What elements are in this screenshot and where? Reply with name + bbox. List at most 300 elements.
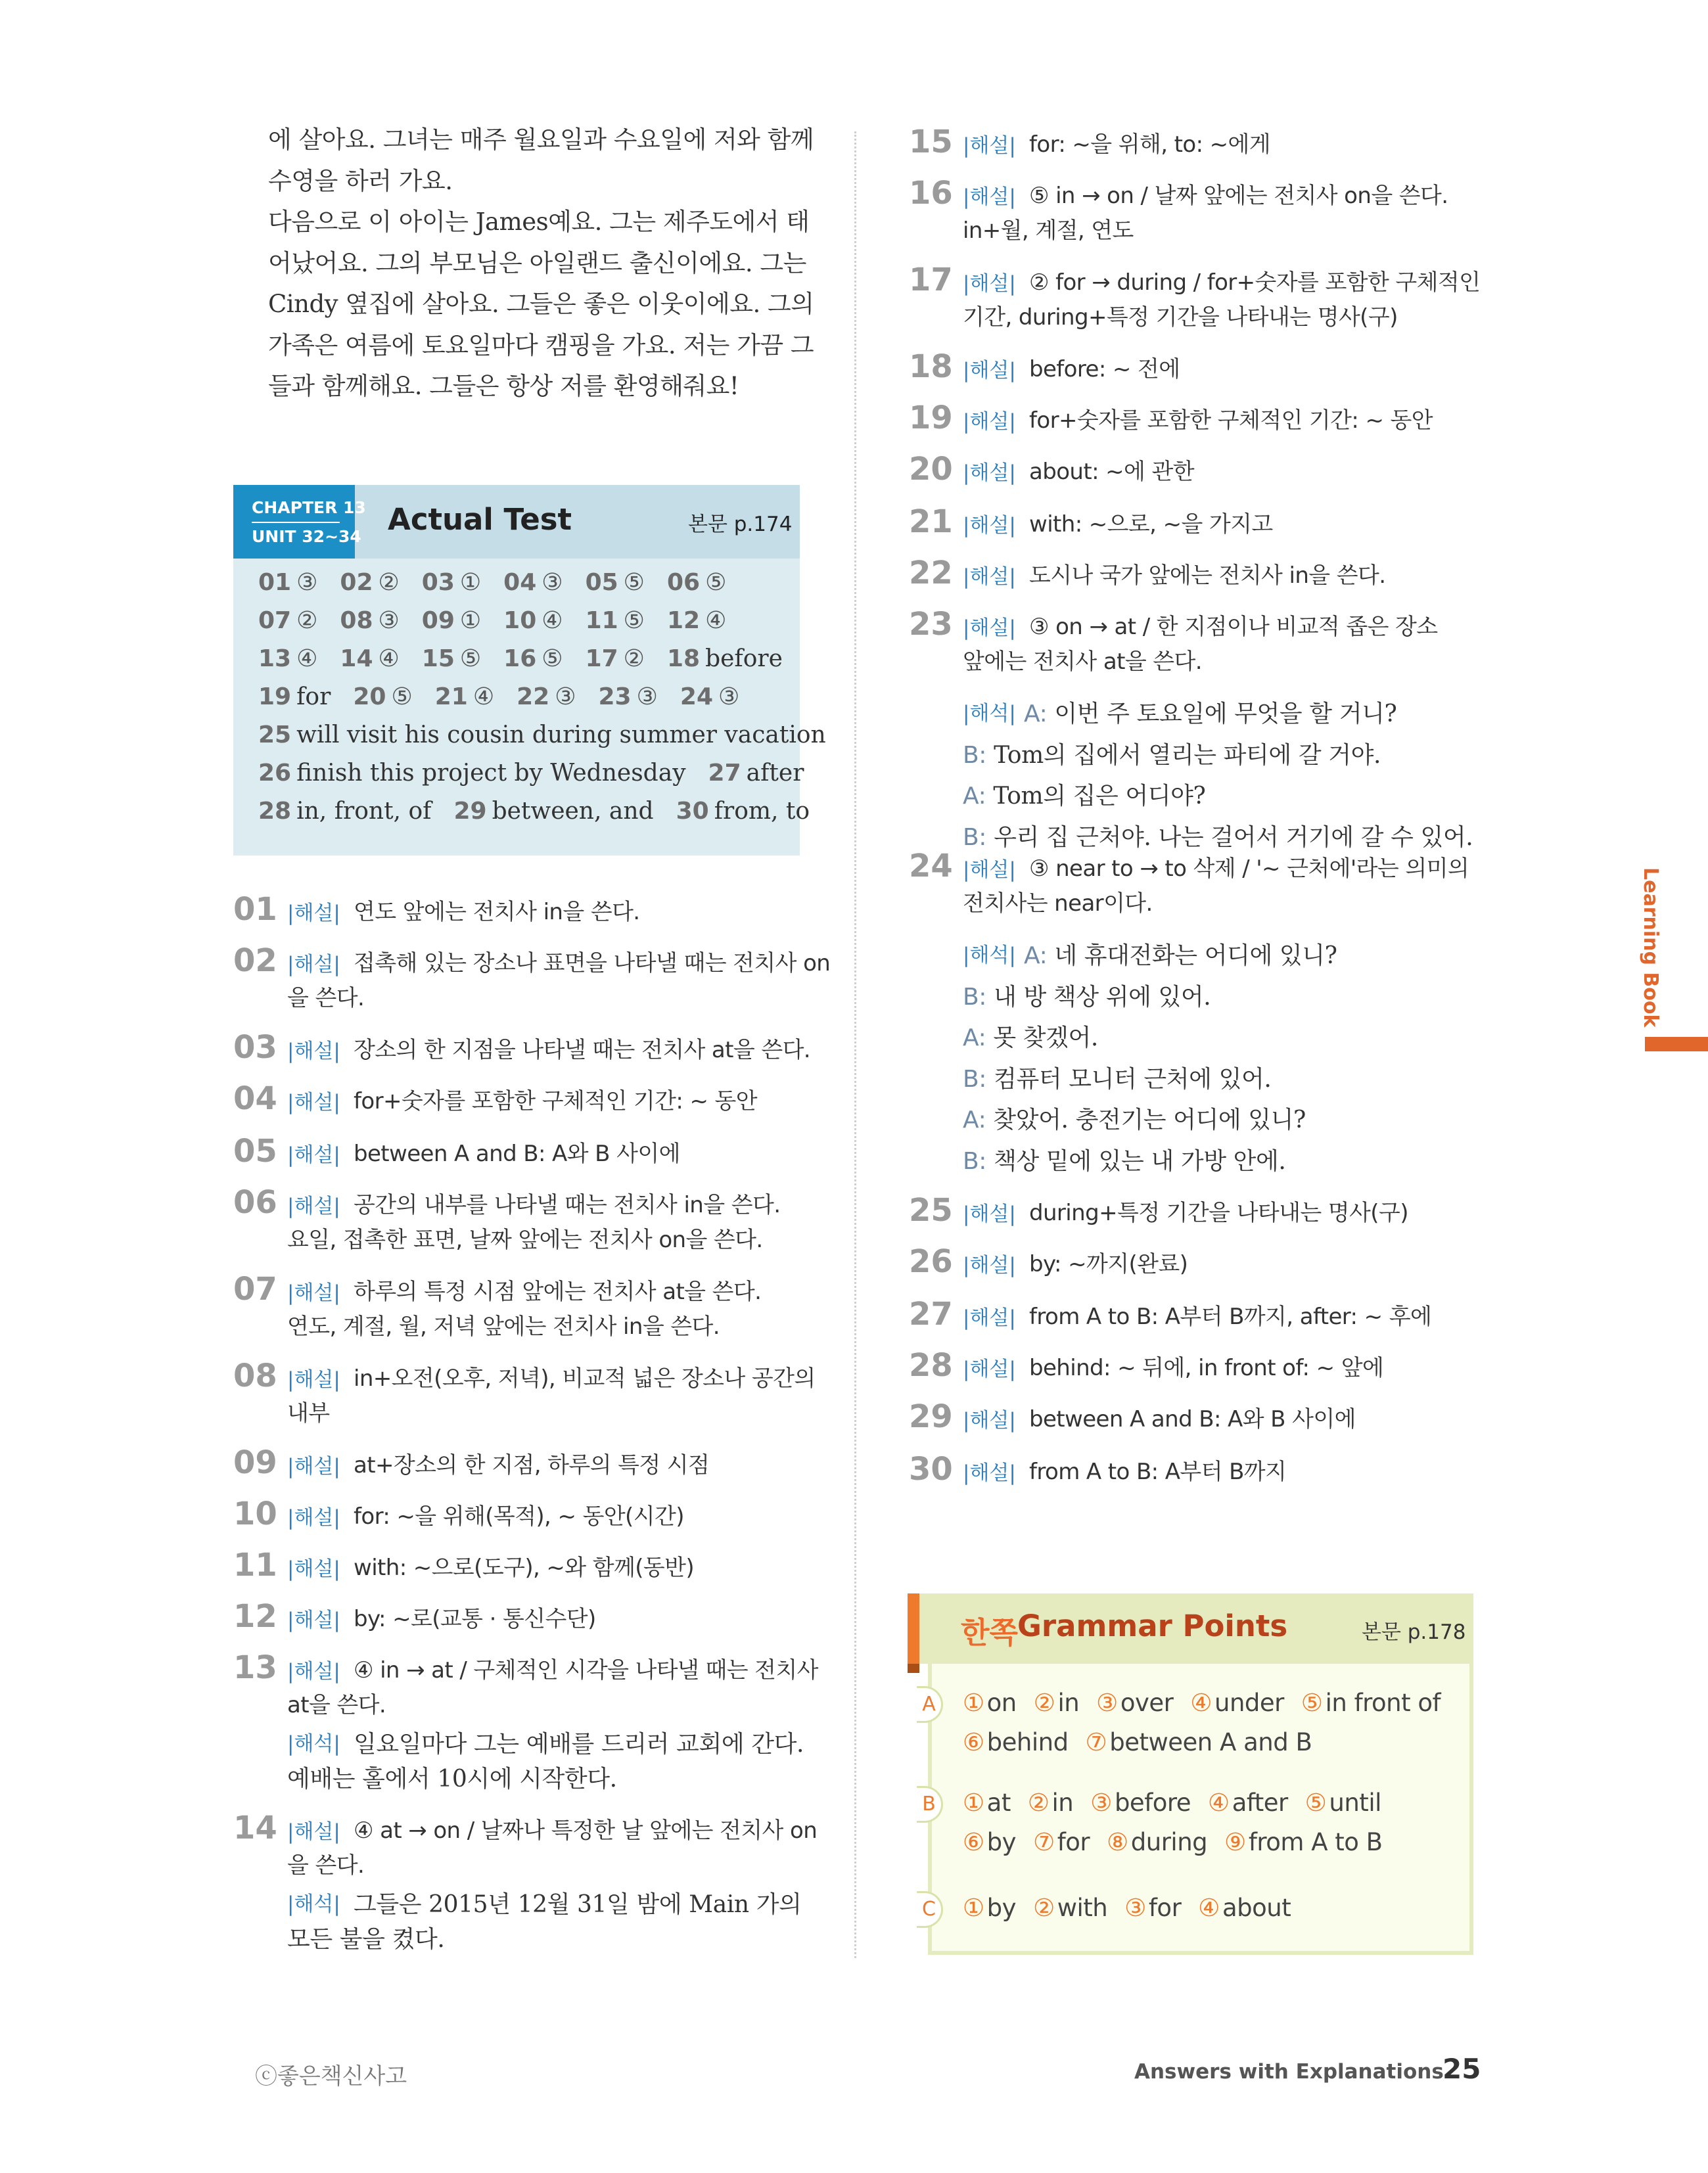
- dialogue-text: 못 찾겠어.: [993, 1024, 1098, 1051]
- answer-value: ①: [459, 569, 482, 596]
- answer-item: [586, 607, 645, 634]
- explanation-line: ③ on → at / 한 지점이나 비교적 좁은 장소: [1029, 614, 1438, 640]
- dialogue-line: [1024, 695, 1396, 729]
- explanation-number: 29: [909, 1398, 953, 1435]
- explanation-line: at을 쓴다.: [287, 1692, 386, 1718]
- grammar-item-text: in front of: [1325, 1689, 1441, 1717]
- dialogue-line: [963, 737, 1381, 770]
- grammar-item: [1305, 1789, 1381, 1817]
- dialogue-speaker: B:: [963, 741, 987, 769]
- dialogue-line: [963, 978, 1211, 1012]
- grammar-item: [1096, 1689, 1173, 1717]
- explanation-number: 07: [233, 1271, 277, 1308]
- explanation-line: during+특정 기간을 나타내는 명사(구): [1029, 1200, 1408, 1226]
- explanation-tag: |해설|: [963, 1306, 1016, 1330]
- side-tab-label: Learning Book: [1639, 867, 1662, 1028]
- answer-number: 07: [258, 607, 292, 634]
- explanation-tag: |해설|: [963, 134, 1016, 158]
- explanation-number: 22: [909, 555, 953, 591]
- explanation-number: 26: [909, 1243, 953, 1280]
- explanation-tag: |해설|: [287, 1506, 340, 1530]
- answer-item: [453, 798, 653, 825]
- translation-tag: |해석|: [963, 944, 1016, 967]
- dialogue-line: [963, 777, 1205, 811]
- grammar-item-text: during: [1130, 1828, 1208, 1856]
- grammar-row: [963, 1828, 1400, 1856]
- answer-item: [517, 683, 576, 710]
- intro-line: 수영을 하러 가요.: [268, 166, 453, 195]
- answer-item: [667, 645, 783, 672]
- explanation-number: 27: [909, 1296, 953, 1333]
- answer-value: in, front, of: [296, 798, 432, 825]
- dialogue-text: 내 방 책상 위에 있어.: [994, 983, 1211, 1011]
- grammar-item: [1086, 1728, 1312, 1756]
- grammar-item: [1034, 1689, 1079, 1717]
- answer-value: ①: [459, 607, 482, 634]
- answer-item: [340, 569, 399, 596]
- answer-item: [258, 607, 317, 634]
- explanation-line: for: ~을 위해(목적), ~ 동안(시간): [354, 1503, 684, 1530]
- grammar-item-number: ②: [1033, 1894, 1055, 1922]
- explanation-number: 16: [909, 175, 953, 212]
- explanation-line: for+숫자를 포함한 구체적인 기간: ~ 동안: [1029, 407, 1433, 434]
- explanation-line: with: ~으로, ~을 가지고: [1029, 511, 1273, 538]
- grammar-row: [963, 1894, 1308, 1922]
- answer-value: ④: [542, 607, 563, 634]
- grammar-item-text: about: [1222, 1894, 1291, 1922]
- explanation-line: 전치사는 near이다.: [963, 890, 1153, 917]
- answer-item: [503, 607, 563, 634]
- grammar-item-number: ⑤: [1304, 1789, 1327, 1817]
- dialogue-text: 네 휴대전화는 어디에 있니?: [1054, 942, 1337, 969]
- answer-number: 04: [503, 569, 537, 596]
- answer-item: [258, 721, 826, 748]
- grammar-item-text: behind: [986, 1728, 1069, 1756]
- answer-item: [422, 645, 481, 672]
- explanation-number: 09: [233, 1444, 277, 1481]
- answer-number: 11: [585, 607, 618, 634]
- explanation-tag: |해설|: [963, 1409, 1016, 1432]
- answer-number: 23: [598, 683, 632, 710]
- grammar-section-letter: C: [917, 1891, 943, 1928]
- chapter-tag: [233, 485, 366, 559]
- grammar-item: [1198, 1894, 1291, 1922]
- answer-number: 12: [666, 607, 701, 634]
- answer-value: ④: [473, 683, 495, 710]
- grammar-item-text: at: [986, 1789, 1011, 1817]
- grammar-item-text: over: [1120, 1689, 1174, 1717]
- explanation-line: behind: ~ 뒤에, in front of: ~ 앞에: [1029, 1355, 1384, 1381]
- intro-line: 가족은 여름에 토요일마다 캠핑을 가요. 저는 가끔 그: [268, 331, 814, 359]
- translation-tag: |해석|: [287, 1892, 340, 1916]
- grammar-item-text: before: [1114, 1789, 1191, 1817]
- grammar-item-text: in: [1051, 1789, 1074, 1817]
- explanation-number: 24: [909, 848, 953, 884]
- column-divider: [854, 131, 856, 1958]
- answer-value: ③: [555, 683, 576, 710]
- answer-item: [599, 683, 658, 710]
- explanation-tag: |해설|: [287, 1143, 340, 1167]
- grammar-row: [963, 1789, 1398, 1817]
- answer-value: will visit his cousin during summer vacation: [296, 721, 826, 748]
- translation-line: 일요일마다 그는 예배를 드리러 교회에 간다.: [354, 1731, 804, 1758]
- answer-item: [422, 607, 481, 634]
- answer-number: 22: [517, 683, 550, 710]
- grammar-item-text: until: [1329, 1789, 1381, 1817]
- dialogue-line: [963, 1061, 1271, 1094]
- translation-line: 모든 불을 켰다.: [287, 1926, 445, 1953]
- dialogue-speaker: B:: [963, 1147, 987, 1175]
- explanation-number: 25: [909, 1192, 953, 1229]
- grammar-item-number: ④: [1208, 1789, 1230, 1817]
- explanation-tag: |해설|: [287, 1281, 340, 1305]
- explanation-line: by: ~로(교통 · 통신수단): [354, 1606, 596, 1632]
- answer-item: [503, 645, 563, 672]
- answer-value: ⑤: [542, 645, 563, 672]
- explanation-tag: |해설|: [287, 1455, 340, 1478]
- answer-row: [258, 569, 749, 596]
- grammar-section-letter: A: [917, 1686, 943, 1723]
- explanation-line: from A to B: A부터 B까지, after: ~ 후에: [1029, 1304, 1432, 1330]
- explanation-tag: |해설|: [963, 1358, 1016, 1381]
- answer-item: [680, 683, 739, 710]
- grammar-item: [1224, 1828, 1382, 1856]
- answer-number: 18: [666, 645, 701, 672]
- explanation-tag: |해설|: [287, 1557, 340, 1581]
- grammar-item-number: ①: [963, 1689, 984, 1717]
- grammar-item: [1124, 1894, 1181, 1922]
- answer-item: [667, 569, 726, 596]
- dialogue-text: Tom의 집은 어디야?: [993, 783, 1206, 810]
- explanation-line: 장소의 한 지점을 나타낼 때는 전치사 at을 쓴다.: [354, 1037, 811, 1063]
- answer-value: ③: [718, 683, 740, 710]
- dialogue-speaker: B:: [963, 823, 987, 851]
- explanation-tag: |해설|: [963, 185, 1016, 209]
- grammar-item-number: ②: [1027, 1789, 1050, 1817]
- answer-value: finish this project by Wednesday: [296, 760, 686, 787]
- explanation-number: 13: [233, 1649, 277, 1686]
- answer-value: ③: [296, 569, 318, 596]
- explanation-line: in+오전(오후, 저녁), 비교적 넓은 장소나 공간의: [354, 1365, 816, 1392]
- explanation-number: 08: [233, 1358, 277, 1394]
- answer-number: 14: [340, 645, 373, 672]
- answer-value: before: [705, 645, 783, 672]
- answer-number: 09: [421, 607, 455, 634]
- answer-number: 16: [503, 645, 537, 672]
- explanation-line: 을 쓴다.: [287, 985, 365, 1011]
- explanation-number: 23: [909, 606, 953, 643]
- grammar-row: [963, 1728, 1329, 1756]
- intro-line: 다음으로 이 아이는 James예요. 그는 제주도에서 태: [268, 208, 810, 236]
- explanation-number: 14: [233, 1810, 277, 1846]
- explanation-tag: |해설|: [963, 616, 1016, 640]
- grammar-item-number: ②: [1033, 1689, 1055, 1717]
- dialogue-text: Tom의 집에서 열리는 파티에 갈 거야.: [994, 741, 1381, 769]
- grammar-item-text: on: [986, 1689, 1017, 1717]
- answer-item: [586, 645, 645, 672]
- explanation-number: 12: [233, 1598, 277, 1635]
- answer-row: [258, 683, 762, 710]
- explanation-number: 20: [909, 451, 953, 488]
- intro-line: 에 살아요. 그녀는 매주 월요일과 수요일에 저와 함께: [268, 126, 814, 154]
- grammar-item-number: ④: [1198, 1894, 1220, 1922]
- explanation-line: between A and B: A와 B 사이에: [354, 1141, 680, 1167]
- explanation-number: 03: [233, 1029, 277, 1066]
- answer-value: ④: [378, 645, 400, 672]
- dialogue-speaker: A:: [1024, 942, 1048, 969]
- grammar-item: [963, 1828, 1016, 1856]
- explanation-line: with: ~으로(도구), ~와 함께(동반): [354, 1555, 695, 1581]
- explanation-line: ② for → during / for+숫자를 포함한 구체적인: [1029, 269, 1481, 296]
- answer-value: between, and: [492, 798, 654, 825]
- intro-line: 어났어요. 그의 부모님은 아일랜드 출신이에요. 그는: [268, 248, 806, 277]
- answer-item: [258, 798, 431, 825]
- grammar-item-number: ⑥: [963, 1828, 984, 1856]
- translation-line: 그들은 2015년 12월 31일 밤에 Main 가의: [354, 1891, 802, 1918]
- explanation-tag: |해설|: [287, 1040, 340, 1063]
- dialogue-speaker: A:: [1024, 700, 1048, 727]
- explanation-tag: |해설|: [287, 1368, 340, 1392]
- explanation-line: between A and B: A와 B 사이에: [1029, 1406, 1356, 1432]
- side-tab: [1639, 867, 1663, 1028]
- explanation-tag: |해설|: [963, 1461, 1016, 1485]
- explanation-line: before: ~ 전에: [1029, 356, 1180, 382]
- grammar-section-letter: B: [917, 1786, 943, 1823]
- grammar-item-text: with: [1057, 1894, 1108, 1922]
- grammar-points-title: Grammar Points: [1017, 1609, 1288, 1643]
- answer-value: ③: [542, 569, 563, 596]
- grammar-points-title-korean: 한쪽: [961, 1615, 1018, 1650]
- explanation-number: 05: [233, 1133, 277, 1170]
- answer-item: [422, 569, 481, 596]
- explanation-tag: |해설|: [287, 902, 340, 925]
- dialogue-line: [963, 1019, 1098, 1053]
- grammar-item: [1028, 1789, 1073, 1817]
- explanation-line: ⑤ in → on / 날짜 앞에는 전치사 on을 쓴다.: [1029, 183, 1448, 209]
- answer-value: ③: [636, 683, 658, 710]
- answer-value: after: [746, 760, 804, 787]
- explanation-line: for: ~을 위해, to: ~에게: [1029, 131, 1271, 158]
- answer-row: [258, 760, 826, 787]
- grammar-row: [963, 1689, 1458, 1717]
- explanation-line: ③ near to → to 삭제 / '~ 근처에'라는 의미의: [1029, 856, 1469, 882]
- explanation-line: 접촉해 있는 장소나 표면을 나타낼 때는 전치사 on: [354, 950, 831, 976]
- grammar-item-text: between A and B: [1109, 1728, 1312, 1756]
- answer-value: ⑤: [705, 569, 727, 596]
- answer-value: ②: [378, 569, 400, 596]
- grammar-item-number: ③: [1096, 1689, 1118, 1717]
- answer-number: 08: [340, 607, 373, 634]
- intro-paragraph: [268, 120, 814, 407]
- answer-item: [667, 607, 726, 634]
- grammar-item-number: ③: [1124, 1894, 1146, 1922]
- answer-number: 10: [503, 607, 537, 634]
- explanation-line: 내부: [287, 1400, 330, 1427]
- dialogue-speaker: B:: [963, 983, 987, 1011]
- explanation-line: about: ~에 관한: [1029, 459, 1194, 485]
- answer-number: 05: [585, 569, 618, 596]
- answer-value: ④: [296, 645, 318, 672]
- actual-test-header: [233, 485, 800, 559]
- translation-tag: |해석|: [963, 702, 1016, 725]
- answer-number: 26: [258, 760, 292, 787]
- explanation-line: for+숫자를 포함한 구체적인 기간: ~ 동안: [354, 1088, 758, 1114]
- grammar-item: [963, 1689, 1017, 1717]
- explanation-number: 18: [909, 348, 953, 385]
- answer-item: [258, 569, 317, 596]
- dialogue-speaker: A:: [963, 1107, 986, 1133]
- answer-row: [258, 645, 805, 672]
- explanation-line: 연도 앞에는 전치사 in을 쓴다.: [354, 899, 640, 925]
- dialogue-text: 컴퓨터 모니터 근처에 있어.: [994, 1065, 1272, 1093]
- publisher-credit: ⓒ좋은책신사고: [255, 2063, 407, 2090]
- explanation-tag: |해설|: [963, 565, 1016, 589]
- answer-number: 29: [453, 798, 487, 825]
- explanation-line: from A to B: A부터 B까지: [1029, 1459, 1287, 1485]
- explanation-number: 11: [233, 1547, 277, 1584]
- answer-value: ④: [705, 607, 727, 634]
- actual-test-page-ref: 본문 p.174: [688, 513, 793, 536]
- answer-item: [353, 683, 412, 710]
- answer-number: 25: [258, 721, 292, 748]
- explanation-line: 하루의 특정 시점 앞에는 전치사 at을 쓴다.: [354, 1279, 762, 1305]
- explanation-line: 기간, during+특정 기간을 나타내는 명사(구): [963, 304, 1398, 331]
- actual-test-box: [233, 485, 826, 856]
- grammar-item-number: ①: [963, 1789, 984, 1817]
- answer-value: for: [296, 683, 331, 710]
- grammar-item: [1090, 1789, 1191, 1817]
- dialogue-line: [963, 819, 1473, 852]
- answer-item: [503, 569, 563, 596]
- grammar-item-text: in: [1057, 1689, 1080, 1717]
- grammar-item-text: by: [986, 1894, 1017, 1922]
- grammar-item-number: ⑦: [1085, 1728, 1107, 1756]
- page-number: 25: [1443, 2053, 1481, 2085]
- dialogue-line: [1024, 937, 1337, 971]
- explanation-tag: |해설|: [963, 1254, 1016, 1277]
- grammar-item-number: ③: [1090, 1789, 1112, 1817]
- answer-number: 06: [666, 569, 701, 596]
- grammar-item: [1190, 1689, 1284, 1717]
- answer-number: 20: [353, 683, 386, 710]
- answer-item: [340, 645, 399, 672]
- explanation-number: 15: [909, 124, 953, 160]
- grammar-item: [963, 1728, 1069, 1756]
- dialogue-text: 찾았어. 충전기는 어디에 있니?: [993, 1107, 1306, 1133]
- explanation-number: 06: [233, 1184, 277, 1221]
- answer-value: from, to: [714, 798, 810, 825]
- answer-number: 28: [258, 798, 292, 825]
- answer-value: ⑤: [623, 607, 645, 634]
- explanation-line: ④ in → at / 구체적인 시각을 나타낼 때는 전치사: [354, 1657, 818, 1683]
- actual-test-title: Actual Test: [388, 502, 572, 537]
- answer-item: [586, 569, 645, 596]
- explanation-number: 17: [909, 262, 953, 298]
- explanation-line: 공간의 내부를 나타낼 때는 전치사 in을 쓴다.: [354, 1192, 781, 1218]
- answer-value: ②: [623, 645, 645, 672]
- grammar-item: [1301, 1689, 1441, 1717]
- chapter-label: CHAPTER 13: [252, 498, 366, 517]
- explanation-tag: |해설|: [963, 461, 1016, 485]
- explanation-number: 02: [233, 942, 277, 979]
- explanation-tag: |해설|: [287, 1091, 340, 1114]
- answer-value: ②: [296, 607, 318, 634]
- explanation-number: 28: [909, 1347, 953, 1384]
- explanation-line: 도시나 국가 앞에는 전치사 in을 쓴다.: [1029, 562, 1386, 589]
- grammar-item: [963, 1894, 1016, 1922]
- answer-number: 21: [434, 683, 468, 710]
- grammar-item-number: ④: [1190, 1689, 1212, 1717]
- explanation-line: in+월, 계절, 연도: [963, 217, 1134, 244]
- answer-row: [258, 607, 749, 634]
- side-tab-bar: [1645, 1037, 1708, 1051]
- grammar-item-text: under: [1214, 1689, 1284, 1717]
- grammar-item: [1033, 1828, 1090, 1856]
- answer-value: ⑤: [623, 569, 645, 596]
- grammar-item-text: for: [1148, 1894, 1182, 1922]
- explanation-line: by: ~까지(완료): [1029, 1251, 1188, 1277]
- explanation-line: ④ at → on / 날짜나 특정한 날 앞에는 전치사 on: [354, 1818, 818, 1844]
- grammar-item-number: ⑦: [1033, 1828, 1055, 1856]
- dialogue-line: [963, 1143, 1285, 1176]
- explanation-tag: |해설|: [963, 410, 1016, 434]
- explanation-line: 을 쓴다.: [287, 1852, 365, 1879]
- explanation-number: 10: [233, 1496, 277, 1532]
- dialogue-speaker: A:: [963, 783, 986, 810]
- grammar-points-page-ref: 본문 p.178: [1362, 1620, 1466, 1644]
- dialogue-text: 책상 밑에 있는 내 가방 안에.: [994, 1147, 1286, 1175]
- answer-number: 24: [680, 683, 713, 710]
- explanation-tag: |해설|: [287, 1195, 340, 1218]
- explanation-tag: |해설|: [287, 1660, 340, 1683]
- explanation-number: 30: [909, 1451, 953, 1488]
- answer-value: ⑤: [391, 683, 413, 710]
- explanation-tag: |해설|: [963, 272, 1016, 296]
- intro-line: Cindy 옆집에 살아요. 그들은 좋은 이웃이에요. 그의: [268, 290, 814, 318]
- grammar-item-number: ⑤: [1301, 1689, 1323, 1717]
- answer-number: 19: [258, 683, 292, 710]
- answer-number: 01: [258, 569, 292, 596]
- answer-item: [340, 607, 399, 634]
- grammar-item-number: ⑨: [1224, 1828, 1246, 1856]
- dialogue-text: 이번 주 토요일에 무엇을 할 거니?: [1054, 700, 1397, 727]
- answer-number: 15: [421, 645, 455, 672]
- intro-line: 들과 함께해요. 그들은 항상 저를 환영해줘요!: [268, 372, 739, 400]
- explanation-number: 04: [233, 1080, 277, 1117]
- answer-item: [435, 683, 494, 710]
- explanation-tag: |해설|: [963, 359, 1016, 382]
- answer-item: [258, 683, 331, 710]
- grammar-points-tab-fold: [908, 1664, 919, 1673]
- answer-number: 13: [258, 645, 292, 672]
- answer-item: [708, 760, 804, 787]
- explanation-line: 연도, 계절, 월, 저녁 앞에는 전치사 in을 쓴다.: [287, 1314, 720, 1340]
- explanation-line: at+장소의 한 지점, 하루의 특정 시점: [354, 1452, 710, 1478]
- dialogue-line: [963, 1101, 1306, 1135]
- translation-tag: |해석|: [287, 1732, 340, 1756]
- answer-row: [258, 798, 832, 825]
- answer-item: [258, 645, 317, 672]
- grammar-item: [1208, 1789, 1288, 1817]
- translation-line: 예배는 홀에서 10시에 시작한다.: [287, 1766, 617, 1793]
- answer-value: ③: [378, 607, 400, 634]
- grammar-item-number: ⑥: [963, 1728, 984, 1756]
- explanation-number: 21: [909, 503, 953, 540]
- explanation-tag: |해설|: [963, 1202, 1016, 1226]
- dialogue-text: 우리 집 근처야. 나는 걸어서 거기에 갈 수 있어.: [994, 823, 1473, 851]
- explanation-tag: |해설|: [963, 858, 1016, 882]
- grammar-item-text: for: [1057, 1828, 1090, 1856]
